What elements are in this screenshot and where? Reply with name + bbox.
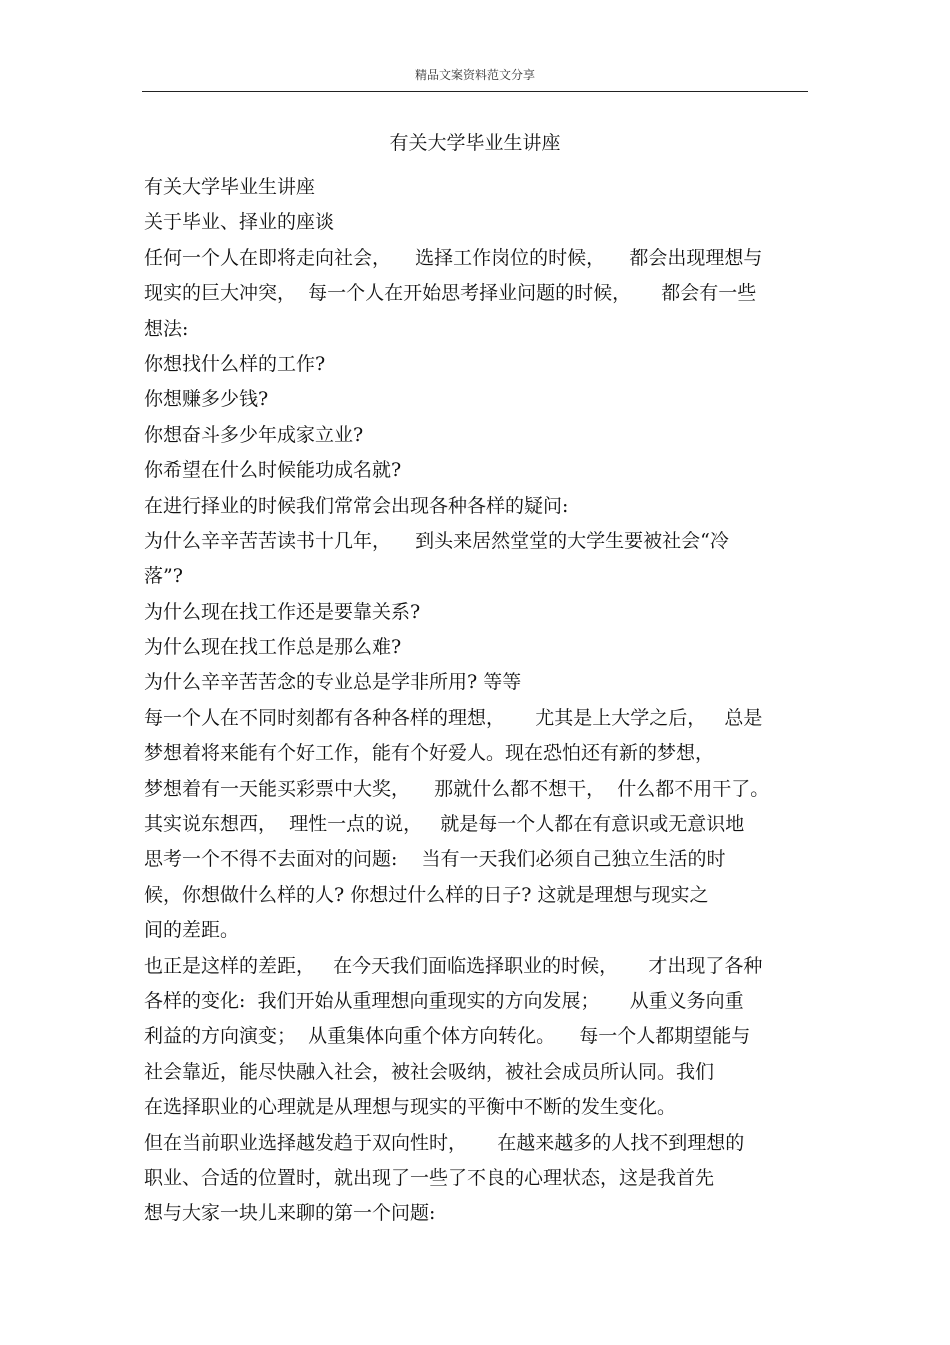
text-line: 每一个人在不同时刻都有各种各样的理想， 尤其是上大学之后， 总是 [144, 706, 763, 729]
text-line: 落”? [144, 565, 183, 588]
text-line: 职业、合适的位置时，就出现了一些了不良的心理状态，这是我首先 [144, 1166, 715, 1189]
text-line: 为什么现在找工作还是要靠关系? [144, 600, 421, 623]
text-line: 在选择职业的心理就是从理想与现实的平衡中不断的发生变化。 [144, 1096, 677, 1119]
text-line: 社会靠近，能尽快融入社会，被社会吸纳，被社会成员所认同。我们 [144, 1060, 715, 1083]
document-title: 有关大学毕业生讲座 [389, 132, 561, 154]
text-line: 想与大家一块儿来聊的第一个问题: [144, 1202, 436, 1225]
text-line: 有关大学毕业生讲座 [144, 176, 316, 198]
document-body [144, 170, 814, 1232]
text-line: 想法: [144, 317, 189, 340]
text-line: 在进行择业的时候我们常常会出现各种各样的疑问: [144, 494, 569, 517]
text-line: 你希望在什么时候能功成名就? [144, 459, 402, 482]
text-line: 你想找什么样的工作? [144, 352, 326, 375]
text-line: 也正是这样的差距， 在今天我们面临选择职业的时候， 才出现了各种 [144, 954, 763, 977]
text-line: 间的差距。 [144, 919, 240, 942]
text-line: 你想奋斗多少年成家立业? [144, 423, 364, 446]
text-line: 各样的变化: 我们开始从重理想向重现实的方向发展； 从重义务向重 [144, 989, 744, 1012]
text-line: 利益的方向演变； 从重集体向重个体方向转化。 每一个人都期望能与 [144, 1025, 751, 1048]
text-line: 为什么现在找工作总是那么难? [144, 636, 402, 659]
text-line: 关于毕业、择业的座谈 [144, 211, 335, 234]
text-line: 任何一个人在即将走向社会， 选择工作岗位的时候， 都会出现理想与 [144, 246, 763, 269]
text-line: 为什么辛辛苦苦读书十几年， 到头来居然堂堂的大学生要被社会“冷 [144, 529, 729, 552]
text-line: 梦想着有一天能买彩票中大奖， 那就什么都不想干， 什么都不用干了。 [144, 777, 770, 800]
text-line: 但在当前职业选择越发趋于双向性时， 在越来越多的人找不到理想的 [144, 1131, 745, 1154]
text-line: 你想赚多少钱? [144, 388, 269, 411]
text-line: 为什么辛辛苦苦念的专业总是学非所用? 等等 [144, 671, 522, 694]
text-line: 其实说东想西， 理性一点的说， 就是每一个人都在有意识或无意识地 [144, 813, 745, 836]
text-line: 现实的巨大冲突， 每一个人在开始思考择业问题的时候， 都会有一些 [144, 282, 757, 305]
text-line: 梦想着将来能有个好工作，能有个好爱人。现在恐怕还有新的梦想， [144, 742, 715, 765]
page-header: 精品文案资料范文分享 [414, 68, 535, 82]
text-line: 思考一个不得不去面对的问题: 当有一天我们必须自己独立生活的时 [144, 848, 726, 871]
text-line: 候，你想做什么样的人? 你想过什么样的日子? 这就是理想与现实之 [144, 883, 709, 906]
header-divider [142, 91, 808, 92]
